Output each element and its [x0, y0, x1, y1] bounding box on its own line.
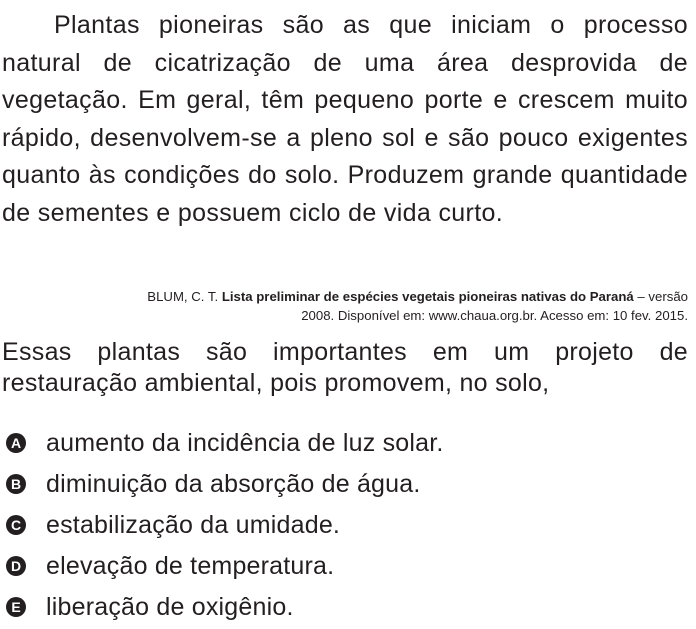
- passage-text: Plantas pioneiras são as que iniciam o processo natural de cicatrização de uma área desprovida de vegetação. Em geral, têm pequeno porte e crescem muito rápido, desenvolvem-se a pleno sol e são pouco exigentes quanto às condições do solo. Produzem grande quantidade de sementes e possuem ciclo de vida curto.: [2, 11, 688, 227]
- option-c-text: estabilização da umidade.: [46, 510, 341, 539]
- option-d[interactable]: [6, 545, 686, 586]
- option-b-text: diminuição da absorção de água.: [46, 469, 421, 498]
- option-a-text: aumento da incidência de luz solar.: [46, 428, 444, 457]
- citation: [2, 287, 688, 325]
- citation-line-1: [2, 287, 688, 306]
- option-c[interactable]: [6, 504, 686, 545]
- citation-author: BLUM, C. T.: [147, 289, 222, 304]
- option-d-letter-badge: D: [6, 556, 26, 576]
- option-e-letter-badge: E: [6, 597, 26, 617]
- option-a-letter-badge: A: [6, 433, 26, 453]
- option-e-text: liberação de oxigênio.: [46, 592, 294, 621]
- option-d-text: elevação de temperatura.: [46, 551, 335, 580]
- option-b-letter-badge: B: [6, 474, 26, 494]
- citation-line-2: 2008. Disponível em: www.chaua.org.br. Acesso em: 10 fev. 2015.: [301, 308, 688, 323]
- answer-options: [6, 422, 686, 627]
- option-b[interactable]: [6, 463, 686, 504]
- citation-after-title: – versão: [633, 289, 688, 304]
- option-a[interactable]: [6, 422, 686, 463]
- question-stem: Essas plantas são importantes em um projeto de restauração ambiental, pois promovem, no solo,: [2, 338, 688, 397]
- citation-title: Lista preliminar de espécies vegetais pioneiras nativas do Paraná: [221, 289, 634, 304]
- option-e[interactable]: [6, 586, 686, 627]
- option-c-letter-badge: C: [6, 515, 26, 535]
